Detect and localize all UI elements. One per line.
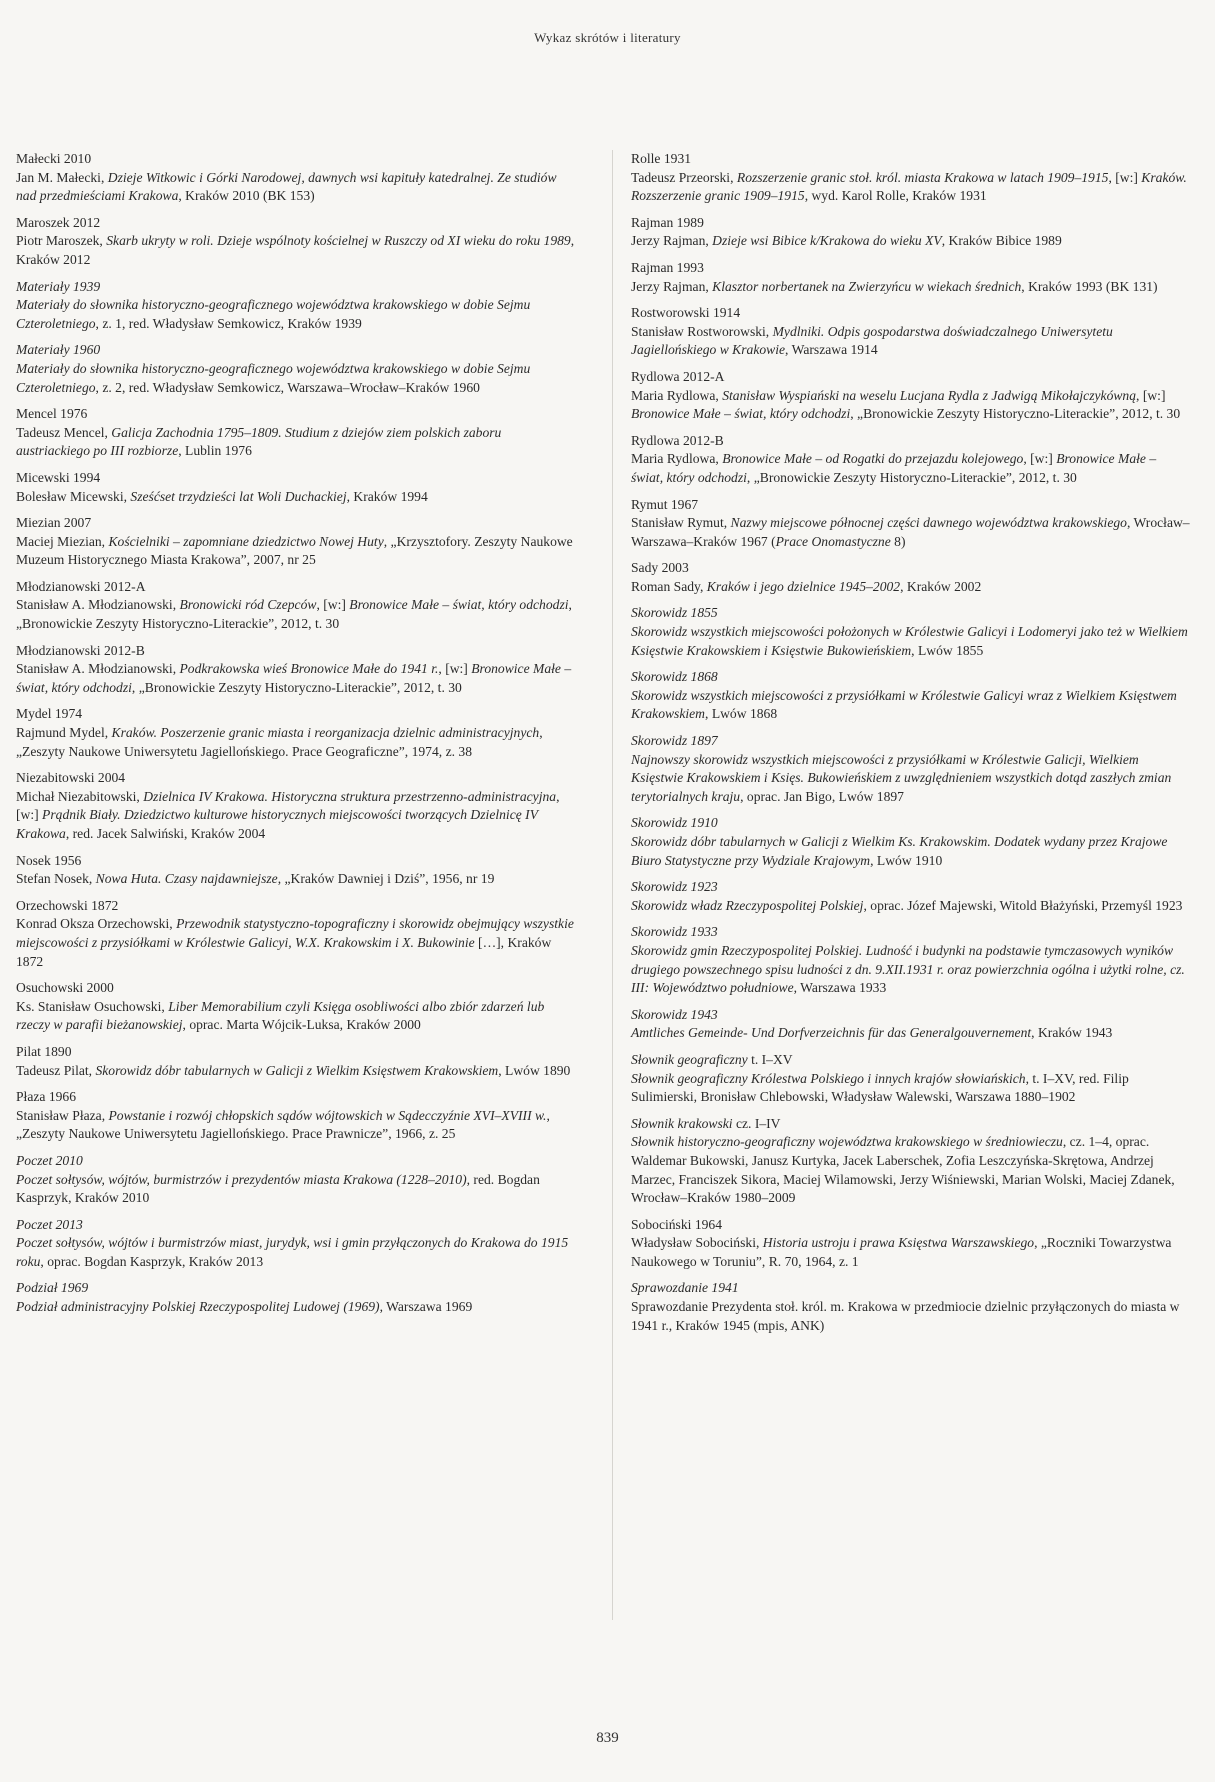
citation-text: , [w:] [16,788,560,823]
citation-title: Bronowice Małe – świat, który odchodzi [16,661,572,695]
entry-citation [16,488,576,507]
entry-citation [16,788,576,844]
citation-title: Skorowidz gmin Rzeczypospolitej Polskiej. Ludność i budynki na podstawie tymczasowych wyników drugiego powszechnego spisu ludności z dn. 9.XII.1931 r. oraz powierzchnia ogólna i użytki rolne, cz. III: Województwo południowe [631,942,1185,996]
citation-text: Maciej Miezian, [16,533,109,549]
entry-abbreviation: Rajman 1989 [631,214,704,230]
entry-citation [631,833,1191,870]
citation-title: Przewodnik statystyczno-topograficzny i skorowidz obejmujący wszystkie miejscowości z przysiółkami w Królestwie Galicyi, W.X. Krakowskim i X. Bukowinie [16,916,574,950]
entry-citation [631,687,1191,724]
entry-abbreviation: Płaza 1966 [16,1089,77,1105]
bibliography-entry [631,1006,1191,1043]
entry-citation [631,450,1191,487]
citation-text: , „Zeszyty Naukowe Uniwersytetu Jagiellońskiego. Prace Geograficzne”, 1974, z. 38 [16,725,543,759]
citation-title: Skorowidz dóbr tabularnych w Galicji z Wielkim Ks. Krakowskim. Dodatek wydany przez Krajowe Biuro Statystyczne przy Wydziale Krajowym [631,834,1168,868]
citation-text: , Warszawa 1969 [379,1299,473,1315]
citation-title: Nazwy miejscowe północnej części dawnego województwa krakowskiego [730,515,1127,531]
citation-title: Nowa Huta. Czasy najdawniejsze [95,871,278,887]
entry-citation [631,897,1191,916]
entry-abbreviation: Skorowidz 1855 [631,605,718,621]
bibliography-entry [631,732,1191,806]
entry-abbreviation: Młodzianowski 2012-A [16,578,146,594]
citation-text: Roman Sady, [631,578,707,594]
entry-citation [16,232,576,269]
citation-text: , „Kraków Dawniej i Dziś”, 1956, nr 19 [277,871,495,887]
entry-citation [631,323,1191,360]
entry-citation [16,724,576,761]
citation-text: […], Kraków 1872 [16,934,552,969]
citation-text: , [w:] [1023,451,1057,467]
citation-text: , Lwów 1868 [705,706,778,722]
column-divider [612,150,613,1620]
citation-title: Poczet sołtysów, wójtów i burmistrzów miast, jurydyk, wsi i gmin przyłączonych do Krakowa do 1915 roku [16,1235,569,1269]
entry-abbreviation: Osuchowski 2000 [16,980,114,996]
bibliography-entry [16,150,576,206]
entry-citation [16,1234,576,1271]
bibliography-entry [631,814,1191,870]
entry-citation [16,870,576,889]
citation-title: Kraków i jego dzielnice 1945–2002 [706,578,901,594]
citation-title: Skorowidz wszystkich miejscowości z przysiółkami w Królestwie Galicyi wraz z Wielkiem Księstwem Krakowskiem [631,687,1177,722]
bibliography-entry [16,897,576,971]
entry-citation [16,296,576,333]
entry-citation [631,387,1191,424]
bibliography-entry [16,1216,576,1272]
citation-title: Liber Memorabilium czyli Księga osobliwości albo zbiór zdarzeń lub rzeczy w parafii bieżanowskiej [16,998,545,1033]
citation-text: , [w:] [438,661,472,677]
entry-citation [631,278,1191,297]
citation-title: Dzielnica IV Krakowa. Historyczna struktura przestrzenno-administracyjna [143,788,557,804]
citation-title: Amtliches Gemeinde- Und Dorfverzeichnis für das Generalgouvernement [631,1025,1032,1041]
citation-text: Stanisław Płaza, [16,1107,109,1123]
citation-text: , „Bronowickie Zeszyty Historyczno-Literackie”, 2012, t. 30 [131,679,462,695]
page-number: 839 [596,1730,619,1746]
citation-text: , cz. 1–4, oprac. Waldemar Bukowski, Janusz Kurtyka, Jacek Laberschek, Zofia Leszczyńska-Skrętowa, Andrzej Marzec, Franciszek Sikora, Maciej Wilamowski, Jerzy Wiśniewski, Marian Wolski, Maciej Zdanek, Wrocław–Kraków 1980–2009 [631,1134,1175,1206]
citation-text: , [w:] [1136,387,1166,403]
citation-title: Bronowicki ród Czepców [179,597,317,613]
citation-title: Słownik geograficzny Królestwa Polskiego i innych krajów słowiańskich [631,1070,1026,1086]
citation-text: , oprac. Józef Majewski, Witold Błażyński, Przemyśl 1923 [863,897,1183,913]
citation-text: , Kraków 1994 [346,488,428,504]
bibliography-entry [631,923,1191,997]
citation-text: , Lwów 1890 [498,1062,571,1078]
entry-abbreviation: Micewski 1994 [16,469,101,485]
citation-text: , z. 2, red. Władysław Semkowicz, Warszawa–Wrocław–Kraków 1960 [95,379,480,395]
citation-title: Dzieje Witkowic i Górki Narodowej, dawnych wsi kapituły katedralnej. Ze studiów nad przedmieściami Krakowa [16,169,557,204]
citation-title: Skorowidz władz Rzeczypospolitej Polskiej [631,897,864,913]
citation-title: Stanisław Wyspiański na weselu Lucjana Rydla z Jadwigą Mikołajczykówną [722,387,1137,403]
citation-text: , [w:] [1108,169,1142,185]
left-column [16,150,576,1325]
entry-abbreviation: Słownik krakowski cz. I–IV [631,1115,781,1131]
entry-abbreviation: Rolle 1931 [631,151,692,166]
citation-text: , Lwów 1855 [911,642,984,658]
bibliography-entry [631,1279,1191,1335]
bibliography-entry [16,1279,576,1316]
citation-text: , „Zeszyty Naukowe Uniwersytetu Jagiellońskiego. Prace Prawnicze”, 1966, z. 25 [16,1107,550,1142]
citation-text: Tadeusz Mencel, [16,424,112,440]
bibliography-entry [16,705,576,761]
citation-text: Michał Niezabitowski, [16,788,144,804]
citation-text: Stanisław A. Młodzianowski, [16,661,180,677]
citation-text: Rajmund Mydel, [16,725,112,741]
citation-title: Powstanie i rozwój chłopskich sądów wójtowskich w Sądecczyźnie XVI–XVIII w. [108,1107,547,1123]
bibliography-entry [16,1088,576,1144]
bibliography-entry [631,559,1191,596]
citation-text: Ks. Stanisław Osuchowski, [16,998,169,1014]
entry-abbreviation: Skorowidz 1897 [631,733,718,749]
citation-text: , Kraków 1943 [1031,1025,1113,1041]
citation-text: Piotr Maroszek, [16,233,107,249]
citation-title: Dzieje wsi Bibice k/Krakowa do wieku XV [712,233,942,249]
entry-abbreviation: Maroszek 2012 [16,214,101,230]
entry-abbreviation: Niezabitowski 2004 [16,770,126,786]
citation-title: Prądnik Biały. Dziedzictwo kulturowe historycznych miejscowości tworzących Dzielnicę IV Krakowa [16,807,538,841]
entry-abbreviation: Sprawozdanie 1941 [631,1280,739,1296]
entry-abbreviation: Materiały 1939 [16,278,101,294]
bibliography-entry [16,1043,576,1080]
citation-title: Prace Onomastyczne [775,533,891,549]
citation-title: Skorowidz wszystkich miejscowości położonych w Królestwie Galicyi i Lodomeryi jako też w Wielkiem Księstwie Krakowskiem i Księstwie Bukowieńskiem [631,624,1188,658]
bibliography-entry [16,1152,576,1208]
citation-text: , Kraków 2012 [16,233,575,267]
entry-abbreviation: Sobociński 1964 [631,1216,723,1232]
entry-abbreviation: Poczet 2013 [16,1216,83,1232]
citation-text: Jerzy Rajman, [631,233,713,249]
citation-title: Skorowidz dóbr tabularnych w Galicji z Wielkim Księstwem Krakowskiem [95,1062,499,1078]
entry-citation [16,1298,576,1317]
citation-text: Stefan Nosek, [16,871,96,887]
bibliography-entry [631,1051,1191,1107]
bibliography-entry [631,259,1191,296]
citation-text: , Warszawa 1933 [793,980,887,996]
citation-text: , Kraków 2002 [900,578,982,594]
citation-text: Stanisław A. Młodzianowski, [16,597,180,613]
entry-citation [16,915,576,971]
entry-abbreviation: Skorowidz 1910 [631,815,718,831]
citation-title: Bronowice Małe – świat, który odchodzi [631,451,1157,485]
citation-title: Kościelniki – zapomniane dziedzictwo Nowej Huty [108,533,384,549]
entry-abbreviation: Podział 1969 [16,1280,89,1296]
entry-abbreviation: Rymut 1967 [631,496,699,512]
citation-title: Bronowice Małe – świat, który odchodzi [631,406,851,422]
entry-citation [631,232,1191,251]
entry-abbreviation: Skorowidz 1868 [631,669,718,685]
entry-abbreviation: Mydel 1974 [16,706,83,722]
bibliography-entry [631,668,1191,724]
bibliography-entry [631,604,1191,660]
bibliography-entry [16,769,576,843]
entry-abbreviation: Rydlowa 2012-B [631,432,724,448]
citation-text: 8) [890,533,906,549]
citation-text: , „Roczniki Towarzystwa Naukowego w Toruniu”, R. 70, 1964, z. 1 [631,1235,1172,1269]
citation-title: Materiały do słownika historyczno-geograficznego województwa krakowskiego w dobie Sejmu Czteroletniego [16,360,531,395]
entry-citation [16,424,576,461]
entry-abbreviation: Skorowidz 1943 [631,1006,718,1022]
entry-citation [631,1298,1191,1335]
citation-text: Tadeusz Pilat, [16,1062,96,1078]
entry-abbreviation: Rostworowski 1914 [631,305,741,321]
entry-citation [16,596,576,633]
bibliography-entry [16,578,576,634]
entry-citation [631,942,1191,998]
entry-abbreviation: Poczet 2010 [16,1152,83,1168]
citation-text: , red. Bogdan Kasprzyk, Kraków 2010 [16,1171,540,1206]
entry-citation [631,1070,1191,1107]
bibliography-entry [16,514,576,570]
bibliography-entry [631,150,1191,206]
citation-title: Historia ustroju i prawa Księstwa Warszawskiego [762,1235,1035,1251]
citation-title: Poczet sołtysów, wójtów, burmistrzów i prezydentów miasta Krakowa (1228–2010) [16,1171,467,1187]
entry-abbreviation: Sady 2003 [631,560,689,576]
running-header: Wykaz skrótów i literatury [534,30,681,45]
bibliography-entry [16,278,576,334]
bibliography-entry [631,214,1191,251]
bibliography-entry [16,979,576,1035]
bibliography-entry [631,1216,1191,1272]
citation-text: , Lwów 1910 [870,852,943,868]
citation-title: Bronowice Małe – od Rogatki do przejazdu kolejowego [722,451,1024,467]
entry-abbreviation: Nosek 1956 [16,852,82,868]
entry-abbreviation: Młodzianowski 2012-B [16,642,145,658]
bibliography-entry [16,214,576,270]
citation-text: , Kraków Bibice 1989 [941,233,1062,249]
entry-citation [631,751,1191,807]
citation-text: , red. Jacek Salwiński, Kraków 2004 [65,826,266,841]
bibliography-entry [631,878,1191,915]
citation-text: , Wrocław–Warszawa–Kraków 1967 ( [631,515,1190,549]
entry-abbreviation: Rajman 1993 [631,259,704,275]
citation-text: Maria Rydlowa, [631,451,723,467]
entry-citation [631,169,1191,206]
entry-citation [16,998,576,1035]
citation-text: , Kraków 2010 (BK 153) [178,188,315,204]
entry-citation [631,514,1191,551]
citation-title: Sześćset trzydzieści lat Woli Duchackiej [130,488,347,504]
citation-title: Kraków. Rozszerzenie granic 1909–1915 [631,169,1187,204]
entry-citation [16,169,576,206]
entry-citation [16,533,576,570]
citation-title: Podział administracyjny Polskiej Rzeczypospolitej Ludowej (1969) [16,1299,380,1315]
bibliography-entry [631,432,1191,488]
citation-text: , Warszawa 1914 [785,342,878,358]
citation-text: Władysław Sobociński, [631,1235,763,1251]
citation-text: , oprac. Bogdan Kasprzyk, Kraków 2013 [40,1253,264,1269]
citation-text: , oprac. Marta Wójcik-Luksa, Kraków 2000 [182,1017,421,1033]
bibliography-entry [631,368,1191,424]
entry-abbreviation: Skorowidz 1923 [631,879,718,895]
entry-citation [16,1171,576,1208]
bibliography-entry [16,852,576,889]
bibliography-entry [631,496,1191,552]
entry-citation [631,1133,1191,1207]
citation-title: Bronowice Małe – świat, który odchodzi [349,597,569,613]
citation-text: Jerzy Rajman, [631,278,713,294]
citation-title: Skarb ukryty w roli. Dzieje wspólnoty kościelnej w Ruszczy od XI wieku do roku 1989 [106,233,571,249]
citation-text: Tadeusz Przeorski, [631,169,737,185]
entry-abbreviation: Skorowidz 1933 [631,924,718,940]
entry-abbreviation: Miezian 2007 [16,515,92,531]
citation-text: Konrad Oksza Orzechowski, [16,916,177,932]
entry-abbreviation: Mencel 1976 [16,406,88,422]
citation-title: Kraków. Poszerzenie granic miasta i reorganizacja dzielnic administracyjnych [111,725,540,741]
bibliography-entry [631,304,1191,360]
entry-abbreviation: Orzechowski 1872 [16,897,119,913]
entry-citation [16,660,576,697]
citation-title: Klasztor norbertanek na Zwierzyńcu w wiekach średnich [712,278,1022,294]
citation-text: Stanisław Rostworowski, [631,323,773,339]
entry-citation [631,623,1191,660]
entry-citation [16,1107,576,1144]
citation-title: Rozszerzenie granic stoł. król. miasta Krakowa w latach 1909–1915 [736,169,1109,185]
entry-citation [631,578,1191,597]
entry-abbreviation: Małecki 2010 [16,151,92,166]
citation-title: Mydlniki. Odpis gospodarstwa doświadczalnego Uniwersytetu Jagiellońskiego w Krakowie [631,323,1113,358]
citation-text: , „Bronowickie Zeszyty Historyczno-Literackie”, 2012, t. 30 [746,469,1077,485]
citation-text: Maria Rydlowa, [631,387,723,403]
citation-text: , „Krzysztofory. Zeszyty Naukowe Muzeum Historycznego Miasta Krakowa”, 2007, nr 25 [16,533,573,568]
citation-title: Podkrakowska wieś Bronowice Małe do 1941 r. [179,661,439,677]
entry-abbreviation: Rydlowa 2012-A [631,368,725,384]
citation-text: , Kraków 1993 (BK 131) [1021,278,1158,294]
citation-text: , oprac. Jan Bigo, Lwów 1897 [740,788,904,804]
citation-text: , z. 1, red. Władysław Semkowicz, Kraków 1939 [95,315,362,331]
bibliography-entry [16,341,576,397]
citation-text: Sprawozdanie Prezydenta stoł. król. m. Krakowa w przedmiocie dzielnic przyłączonych do miasta w 1941 r., Kraków 1945 (mpis, ANK) [631,1299,1180,1333]
entry-citation [631,1024,1191,1043]
citation-title: Materiały do słownika historyczno-geograficznego województwa krakowskiego w dobie Sejmu Czteroletniego [16,297,531,331]
bibliography-entry [631,1115,1191,1208]
bibliography-entry [16,469,576,506]
citation-title: Słownik historyczno-geograficzny województwa krakowskiego w średniowieczu [631,1134,1063,1150]
citation-text: , „Bronowickie Zeszyty Historyczno-Literackie”, 2012, t. 30 [16,597,572,632]
entry-abbreviation: Materiały 1960 [16,342,101,358]
entry-abbreviation: Słownik geograficzny t. I–XV [631,1051,793,1067]
citation-text: , „Bronowickie Zeszyty Historyczno-Literackie”, 2012, t. 30 [850,406,1181,422]
citation-text: , [w:] [316,597,350,613]
citation-title: Galicja Zachodnia 1795–1809. Studium z dziejów ziem polskich zaboru austriackiego po III rozbiorze [16,424,502,459]
entry-abbreviation: Pilat 1890 [16,1043,72,1059]
citation-text: Jan M. Małecki, [16,169,108,185]
bibliography-entry [16,405,576,461]
citation-text: Bolesław Micewski, [16,488,131,504]
citation-text: Stanisław Rymut, [631,515,731,531]
entry-citation [631,1234,1191,1271]
right-column [631,150,1191,1343]
citation-title: Najnowszy skorowidz wszystkich miejscowości z przysiółkami w Królestwie Galicji, Wielkiem Księstwie Krakowskiem i Księs. Bukowieńskiem z uwzględnieniem wszystkich dotąd zaszłych zmian terytorialnych kraju [631,751,1172,804]
citation-text: , Lublin 1976 [178,443,252,459]
bibliography-entry [16,642,576,698]
entry-citation [16,360,576,397]
citation-text: , wyd. Karol Rolle, Kraków 1931 [804,188,987,204]
entry-citation [16,1062,576,1081]
citation-text: , t. I–XV, red. Filip Sulimierski, Bronisław Chlebowski, Władysław Walewski, Warszawa 1880–1902 [631,1070,1129,1105]
